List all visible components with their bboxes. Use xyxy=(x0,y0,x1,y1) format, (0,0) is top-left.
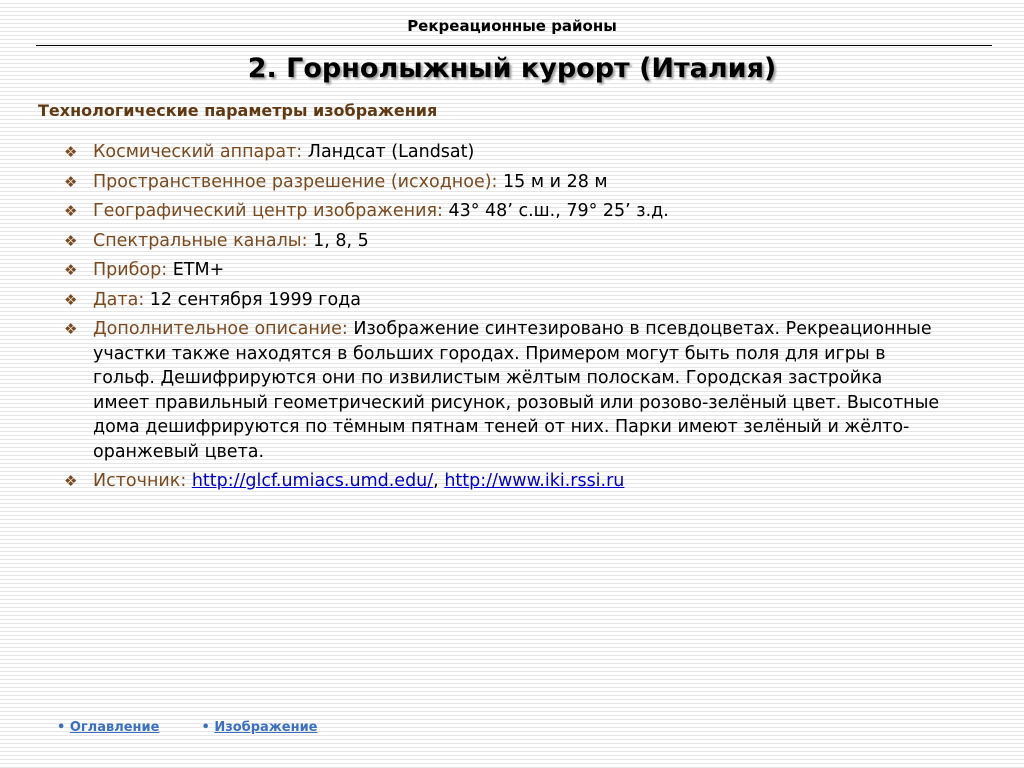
param-label: Пространственное разрешение (исходное): xyxy=(93,171,498,192)
param-value: Ландсат (Landsat) xyxy=(307,142,475,162)
param-spacecraft xyxy=(0,140,1024,165)
slide-header: Рекреационные районы xyxy=(407,17,617,35)
param-value: 43° 48’ с.ш., 79° 25’ з.д. xyxy=(448,201,669,221)
param-label: Географический центр изображения: xyxy=(93,201,443,221)
param-label: Источник: xyxy=(93,471,187,491)
slide-title: 2. Горнолыжный курорт (Италия) xyxy=(247,53,777,84)
param-label: Прибор: xyxy=(93,260,168,280)
param-label: Дата: xyxy=(93,289,145,310)
param-date xyxy=(0,288,1024,313)
header-divider xyxy=(36,45,992,46)
diamond-bullet-icon: ❖ xyxy=(64,172,78,191)
nav-bullet-icon: • xyxy=(201,720,210,735)
param-label: Дополнительное описание: xyxy=(93,319,348,339)
diamond-bullet-icon: ❖ xyxy=(64,472,78,490)
source-separator: , xyxy=(433,471,439,491)
nav-bullet-icon: • xyxy=(57,720,66,735)
nav-link-image[interactable] xyxy=(201,720,317,735)
footer-navigation xyxy=(57,720,318,735)
param-geographic-center xyxy=(0,199,1024,224)
parameters-list xyxy=(0,140,1024,499)
param-source xyxy=(0,469,1024,494)
source-link-glcf[interactable]: http://glcf.umiacs.umd.edu/ xyxy=(191,471,434,491)
param-value: 1, 8, 5 xyxy=(313,230,369,251)
param-label: Космический аппарат: xyxy=(93,142,303,162)
param-resolution xyxy=(0,170,1024,195)
section-heading: Технологические параметры изображения xyxy=(38,101,438,120)
param-label: Спектральные каналы: xyxy=(93,230,308,251)
diamond-bullet-icon: ❖ xyxy=(64,320,78,338)
nav-link-contents[interactable] xyxy=(57,720,159,735)
diamond-bullet-icon: ❖ xyxy=(64,261,78,279)
nav-link-label: Изображение xyxy=(214,720,318,735)
diamond-bullet-icon: ❖ xyxy=(64,143,78,161)
param-value: ETM+ xyxy=(172,260,225,280)
param-value: 15 м и 28 м xyxy=(503,171,608,192)
diamond-bullet-icon: ❖ xyxy=(64,202,78,220)
diamond-bullet-icon: ❖ xyxy=(64,290,78,309)
diamond-bullet-icon: ❖ xyxy=(64,231,78,250)
nav-link-label: Оглавление xyxy=(69,720,160,735)
source-link-iki[interactable]: http://www.iki.rssi.ru xyxy=(444,471,625,491)
param-value: Изображение синтезировано в псевдоцветах. Рекреационные участки также находятся в больших городах. Примером могут быть поля для игры в гольф. Дешифрируются они по извилистым жёлтым полоскам. Городская застройка имеет правильный геометрический рисунок, розовый или розово-зелёный цвет. Высотные дома дешифрируются по тёмным пятнам теней от них. Парки имеют зелёный и жёлто-оранжевый цвета. xyxy=(93,319,940,462)
param-instrument xyxy=(0,258,1024,283)
param-value: 12 сентября 1999 года xyxy=(149,289,361,310)
param-description xyxy=(0,317,1024,464)
param-spectral-channels xyxy=(0,229,1024,254)
